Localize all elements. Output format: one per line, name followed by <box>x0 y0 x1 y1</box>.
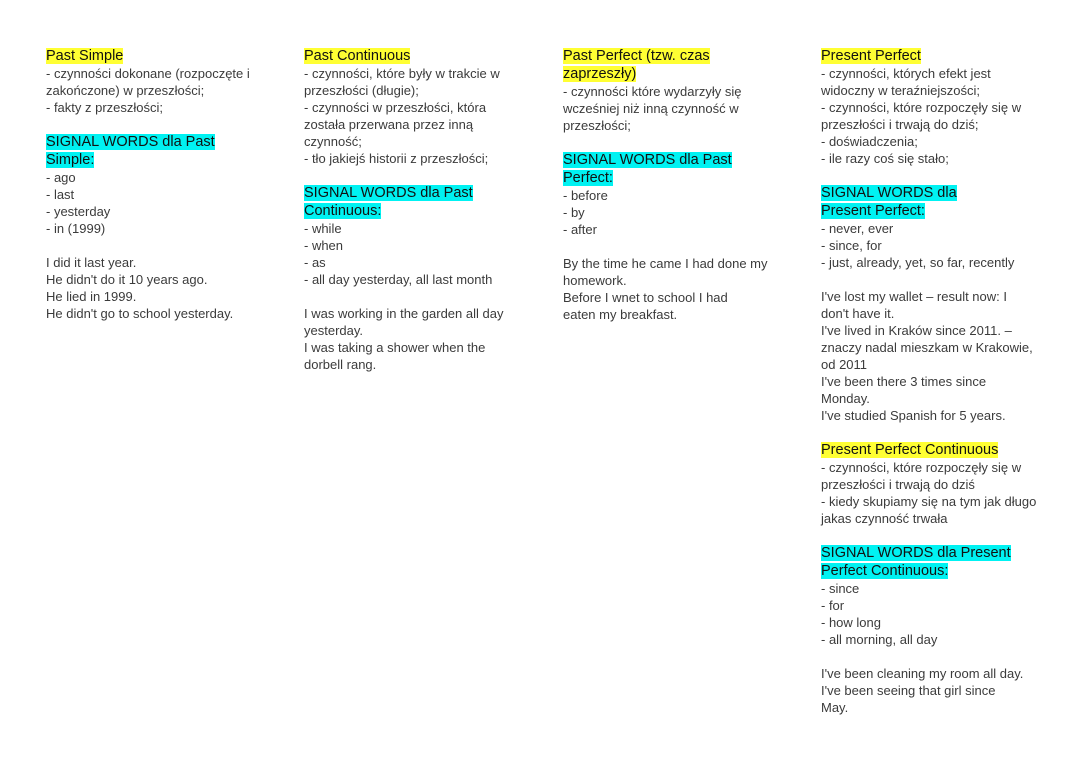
example-sentence: I've been seeing that girl since May. <box>821 683 996 715</box>
signal-word: - never, ever <box>821 221 894 236</box>
signal-words-title: SIGNAL WORDS dla Past Perfect: <box>563 152 732 186</box>
signal-words-title: SIGNAL WORDS dla Present Perfect: <box>821 185 957 219</box>
signal-word: - before <box>563 188 608 203</box>
signal-word: - by <box>563 205 585 220</box>
section-title: Past Simple <box>46 48 124 64</box>
example-sentence: I've lived in Kraków since 2011. – znaczy nadal mieszkam w Krakowie, od 2011 <box>821 323 1033 372</box>
section-title: Past Perfect (tzw. czas zaprzeszły) <box>563 48 710 82</box>
signal-word: - yesterday <box>46 204 111 219</box>
description-line: - czynności dokonane (rozpoczęte i zakończone) w przeszłości; <box>46 66 250 98</box>
column-past-simple <box>46 47 271 322</box>
example-sentence: I did it last year. <box>46 255 137 270</box>
example-sentence: I've been there 3 times since Monday. <box>821 374 987 406</box>
description-line: - czynności w przeszłości, która została przerwana przez inną czynność; <box>304 100 487 149</box>
signal-word: - since, for <box>821 238 882 253</box>
description-line: - czynności, które rozpoczęły się w przeszłości i trwają do dziś <box>821 460 1022 492</box>
example-sentence: He lied in 1999. <box>46 289 137 304</box>
signal-word: - all day yesterday, all last month <box>304 272 493 287</box>
description-line: - fakty z przeszłości; <box>46 100 164 115</box>
signal-word: - for <box>821 598 845 613</box>
example-sentence: He didn't do it 10 years ago. <box>46 272 208 287</box>
description-line: - czynności, które były w trakcie w przeszłości (długie); <box>304 66 500 98</box>
signal-word: - as <box>304 255 326 270</box>
signal-words-title: SIGNAL WORDS dla Past Continuous: <box>304 185 473 219</box>
signal-word: - since <box>821 581 860 596</box>
signal-word: - all morning, all day <box>821 632 938 647</box>
signal-words-title-continuous: SIGNAL WORDS dla Present Perfect Continuous: <box>821 545 1011 579</box>
column-present-perfect <box>821 47 1046 716</box>
column-past-continuous <box>304 47 529 373</box>
column-past-perfect <box>563 47 778 323</box>
description-line: - czynności które wydarzyły się wcześniej niż inną czynność w przeszłości; <box>563 84 742 133</box>
section-title: Present Perfect <box>821 48 921 64</box>
signal-word: - ago <box>46 170 76 185</box>
description-line: - ile razy coś się stało; <box>821 151 949 166</box>
signal-words-title: SIGNAL WORDS dla Past Simple: <box>46 134 215 168</box>
signal-word: - when <box>304 238 344 253</box>
signal-word: - in (1999) <box>46 221 106 236</box>
description-line: - doświadczenia; <box>821 134 918 149</box>
example-sentence: I've lost my wallet – result now: I don't have it. <box>821 289 1007 321</box>
example-sentence: By the time he came I had done my homework. <box>563 256 768 288</box>
example-sentence: Before I wnet to school I had eaten my breakfast. <box>563 290 728 322</box>
example-sentence: I was working in the garden all day yesterday. <box>304 306 504 338</box>
description-line: - kiedy skupiamy się na tym jak długo jakas czynność trwała <box>821 494 1037 526</box>
signal-word: - while <box>304 221 342 236</box>
example-sentence: I've been cleaning my room all day. <box>821 666 1024 681</box>
signal-word: - last <box>46 187 75 202</box>
section-title: Past Continuous <box>304 48 411 64</box>
example-sentence: He didn't go to school yesterday. <box>46 306 234 321</box>
example-sentence: I've studied Spanish for 5 years. <box>821 408 1006 423</box>
section-title-continuous: Present Perfect Continuous <box>821 442 999 458</box>
signal-word: - just, already, yet, so far, recently <box>821 255 1015 270</box>
signal-word: - after <box>563 222 597 237</box>
example-sentence: I was taking a shower when the dorbell rang. <box>304 340 486 372</box>
description-line: - czynności, których efekt jest widoczny w teraźniejszości; <box>821 66 991 98</box>
description-line: - tło jakiejś historii z przeszłości; <box>304 151 489 166</box>
description-line: - czynności, które rozpoczęły się w przeszłości i trwają do dziś; <box>821 100 1022 132</box>
signal-word: - how long <box>821 615 881 630</box>
